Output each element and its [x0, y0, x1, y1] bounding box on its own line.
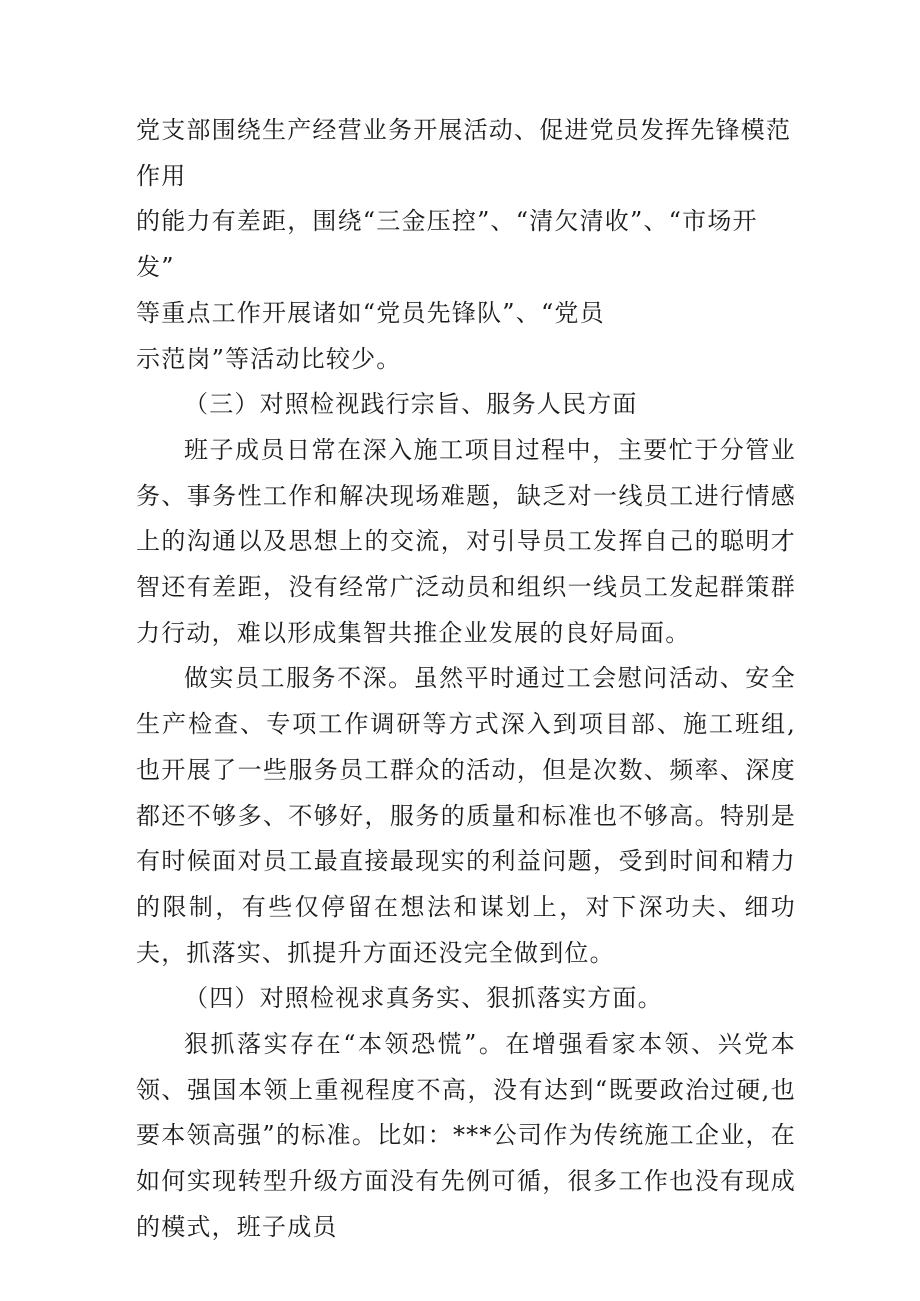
section-3-paragraph-2: 做实员工服务不深。虽然平时通过工会慰问活动、安全生产检查、专项工作调研等方式深入到项目部、施工班组,也开展了一些服务员工群众的活动，但是次数、频率、深度都还不够多、不够好，服务的质量和标准也不够高。特别是有时候面对员工最直接最现实的利益问题，受到时间和精力的限制，有些仅停留在想法和谋划上，对下深功夫、细功夫，抓落实、抓提升方面还没完全做到位。: [136, 664, 796, 967]
section-3-heading: （三）对照检视践行宗旨、服务人民方面: [184, 390, 638, 419]
document-body: [136, 108, 796, 1251]
intro-line-4: 示范岗”等活动比较少。: [136, 344, 402, 373]
intro-line-3: 等重点工作开展诸如“党员先锋队”、“党员: [136, 298, 605, 327]
intro-paragraph: [136, 108, 796, 382]
section-4-paragraph-1: 狠抓落实存在“本领恐慌”。在增强看家本领、兴党本领、强国本领上重视程度不高，没有达到“既要政治过硬,也要本领高强”的标准。比如：***公司作为传统施工企业，在如何实现转型升级方面没有先例可循，很多工作也没有现成的模式，班子成员: [136, 1030, 796, 1241]
section-4-heading: （四）对照检视求真务实、狠抓落实方面。: [184, 984, 663, 1013]
intro-line-2: 的能力有差距，围绕“三金压控”、“清欠清收”、“市场开发”: [136, 207, 758, 282]
section-3-paragraph-1: 班子成员日常在深入施工项目过程中，主要忙于分管业务、事务性工作和解决现场难题，缺乏对一线员工进行情感上的沟通以及思想上的交流，对引导员工发挥自己的聪明才智还有差距，没有经常广泛动员和组织一线员工发起群策群力行动，难以形成集智共推企业发展的良好局面。: [136, 435, 796, 647]
intro-line-1: 党支部围绕生产经营业务开展活动、促进党员发挥先锋模范作用: [136, 116, 792, 190]
